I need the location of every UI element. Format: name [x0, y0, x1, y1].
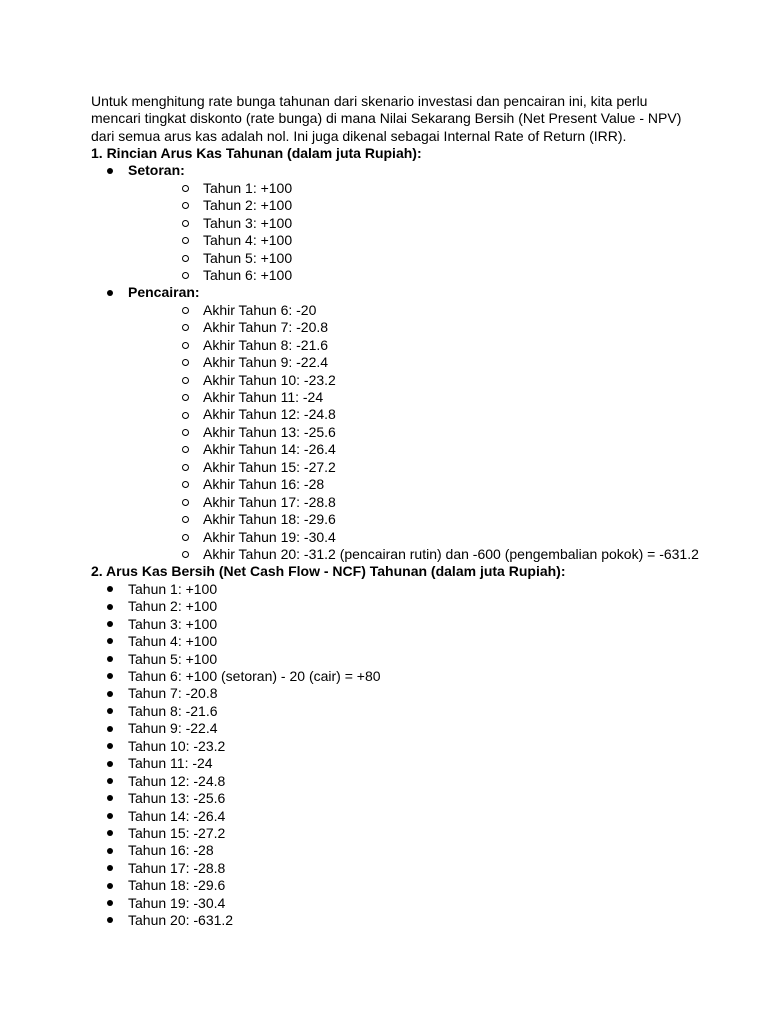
list-item-text: Tahun 13: -25.6 — [128, 790, 226, 807]
list-item — [91, 755, 691, 772]
list-item-text: Tahun 5: +100 — [128, 650, 218, 667]
list-item-text: Tahun 3: +100 — [203, 214, 293, 231]
circle-bullet-icon — [179, 529, 191, 546]
list-item — [91, 720, 691, 737]
list-item-text: Akhir Tahun 15: -27.2 — [203, 458, 336, 475]
list-item-text: Tahun 18: -29.6 — [128, 877, 226, 894]
bullet-icon — [105, 651, 115, 668]
list-item — [91, 842, 691, 859]
list-item — [91, 581, 691, 598]
list-item-text: Tahun 3: +100 — [128, 615, 218, 632]
list-item — [128, 511, 691, 528]
list-item-text: Tahun 2: +100 — [203, 197, 293, 214]
list-item-text: Tahun 16: -28 — [128, 842, 214, 859]
list-item — [128, 529, 691, 546]
list-item — [91, 877, 691, 894]
list-item — [128, 337, 691, 354]
list-item — [128, 389, 691, 406]
list-item-text: Akhir Tahun 16: -28 — [203, 476, 325, 493]
setoran-group — [91, 162, 691, 284]
bullet-icon — [105, 284, 115, 301]
list-item-text: Akhir Tahun 8: -21.6 — [203, 336, 329, 353]
list-item — [128, 372, 691, 389]
list-item-text: Akhir Tahun 10: -23.2 — [203, 371, 336, 388]
list-item-text: Tahun 12: -24.8 — [128, 772, 226, 789]
bullet-icon — [105, 877, 115, 894]
list-item — [91, 860, 691, 877]
list-item — [128, 232, 691, 249]
list-item-text: Akhir Tahun 17: -28.8 — [203, 493, 336, 510]
circle-bullet-icon — [179, 337, 191, 354]
list-item — [128, 441, 691, 458]
bullet-icon — [105, 703, 115, 720]
bullet-icon — [105, 808, 115, 825]
list-item-text: Akhir Tahun 6: -20 — [203, 301, 317, 318]
circle-bullet-icon — [179, 267, 191, 284]
bullet-icon — [105, 773, 115, 790]
bullet-icon — [105, 912, 115, 929]
circle-bullet-icon — [179, 389, 191, 406]
list-item — [91, 808, 691, 825]
list-item — [91, 895, 691, 912]
section-1-heading: 1. Rincian Arus Kas Tahunan (dalam juta Rupiah): — [91, 144, 422, 161]
pencairan-label: Pencairan: — [128, 284, 200, 301]
circle-bullet-icon — [179, 494, 191, 511]
list-item-text: Tahun 4: +100 — [128, 633, 218, 650]
circle-bullet-icon — [179, 459, 191, 476]
bullet-icon — [105, 616, 115, 633]
list-item-text: Tahun 1: +100 — [203, 179, 293, 196]
list-item — [128, 215, 691, 232]
circle-bullet-icon — [179, 302, 191, 319]
list-item — [128, 319, 691, 336]
circle-bullet-icon — [179, 180, 191, 197]
list-item-text: Tahun 1: +100 — [128, 580, 218, 597]
bullet-icon — [105, 598, 115, 615]
bullet-icon — [105, 738, 115, 755]
bullet-icon — [105, 825, 115, 842]
list-item-text: Tahun 7: -20.8 — [128, 685, 218, 702]
circle-bullet-icon — [179, 250, 191, 267]
bullet-icon — [105, 633, 115, 650]
list-item — [91, 668, 691, 685]
list-item — [128, 545, 699, 563]
list-item — [128, 406, 691, 423]
bullet-icon — [105, 668, 115, 685]
list-item-text: Akhir Tahun 14: -26.4 — [203, 441, 336, 458]
list-item-text: Akhir Tahun 9: -22.4 — [203, 354, 329, 371]
list-item-text: Akhir Tahun 13: -25.6 — [203, 423, 336, 440]
setoran-label: Setoran: — [128, 162, 185, 179]
list-item-text: Tahun 2: +100 — [128, 598, 218, 615]
list-item — [128, 494, 691, 511]
bullet-icon — [105, 720, 115, 737]
circle-bullet-icon — [179, 232, 191, 249]
list-item — [91, 738, 691, 755]
circle-bullet-icon — [179, 511, 191, 528]
list-item-text: Akhir Tahun 18: -29.6 — [203, 511, 336, 528]
list-item — [91, 651, 691, 668]
list-item-text: Tahun 14: -26.4 — [128, 807, 226, 824]
list-item — [91, 912, 691, 929]
document-body — [91, 93, 699, 930]
circle-bullet-icon — [179, 406, 191, 423]
list-item — [128, 476, 691, 493]
list-item-text: Akhir Tahun 7: -20.8 — [203, 319, 329, 336]
list-item — [128, 354, 691, 371]
list-item-text: Tahun 19: -30.4 — [128, 894, 226, 911]
list-item — [91, 598, 691, 615]
list-item — [91, 825, 691, 842]
list-item — [128, 197, 691, 214]
circle-bullet-icon — [179, 476, 191, 493]
circle-bullet-icon — [179, 372, 191, 389]
bullet-icon — [105, 860, 115, 877]
circle-bullet-icon — [179, 424, 191, 441]
list-item-text: Tahun 6: +100 (setoran) - 20 (cair) = +80 — [128, 668, 381, 685]
list-item — [128, 180, 691, 197]
list-item — [91, 633, 691, 650]
bullet-icon — [105, 895, 115, 912]
list-item — [91, 685, 691, 702]
list-item-text: Akhir Tahun 12: -24.8 — [203, 406, 336, 423]
list-item — [91, 703, 691, 720]
list-item — [91, 616, 691, 633]
list-item-text: Akhir Tahun 20: -31.2 (pencairan rutin) dan -600 (pengembalian pokok) = -631.2 — [203, 545, 699, 562]
list-item-text: Tahun 8: -21.6 — [128, 702, 218, 719]
bullet-icon — [105, 581, 115, 598]
list-item-text: Tahun 10: -23.2 — [128, 737, 226, 754]
list-item — [91, 790, 691, 807]
list-item — [128, 302, 691, 319]
bullet-icon — [105, 755, 115, 772]
bullet-icon — [105, 842, 115, 859]
list-item-text: Tahun 17: -28.8 — [128, 859, 226, 876]
list-item-text: Tahun 20: -631.2 — [128, 912, 234, 929]
bullet-icon — [105, 162, 115, 179]
setoran-items — [128, 180, 691, 285]
list-item-text: Akhir Tahun 11: -24 — [203, 389, 324, 406]
list-item-text: Akhir Tahun 19: -30.4 — [203, 528, 336, 545]
section-2-list — [91, 581, 691, 930]
list-item-text: Tahun 15: -27.2 — [128, 824, 226, 841]
list-item — [128, 250, 691, 267]
list-item-text: Tahun 5: +100 — [203, 249, 293, 266]
section-2-heading: 2. Arus Kas Bersih (Net Cash Flow - NCF) Tahunan (dalam juta Rupiah): — [91, 563, 566, 580]
list-item-text: Tahun 6: +100 — [203, 266, 293, 283]
list-item — [91, 773, 691, 790]
bullet-icon — [105, 685, 115, 702]
pencairan-group — [91, 284, 699, 563]
list-item — [128, 459, 691, 476]
section-1-list — [91, 162, 699, 563]
list-item-text: Tahun 9: -22.4 — [128, 720, 218, 737]
bullet-icon — [105, 790, 115, 807]
circle-bullet-icon — [179, 197, 191, 214]
list-item-text: Tahun 4: +100 — [203, 232, 293, 249]
circle-bullet-icon — [179, 441, 191, 458]
list-item-text: Tahun 11: -24 — [128, 755, 213, 772]
circle-bullet-icon — [179, 215, 191, 232]
circle-bullet-icon — [179, 546, 191, 563]
circle-bullet-icon — [179, 354, 191, 371]
list-item — [128, 424, 691, 441]
list-item — [128, 267, 691, 284]
circle-bullet-icon — [179, 319, 191, 336]
pencairan-items — [128, 301, 699, 564]
intro-paragraph: Untuk menghitung rate bunga tahunan dari skenario investasi dan pencairan ini, kita perlu mencari tingkat diskonto (rate bunga) di mana Nilai Sekarang Bersih (Net Present Value - NPV) dari semua arus kas adalah nol. Ini juga dikenal sebagai Internal Rate of Return (IRR). — [91, 93, 682, 144]
